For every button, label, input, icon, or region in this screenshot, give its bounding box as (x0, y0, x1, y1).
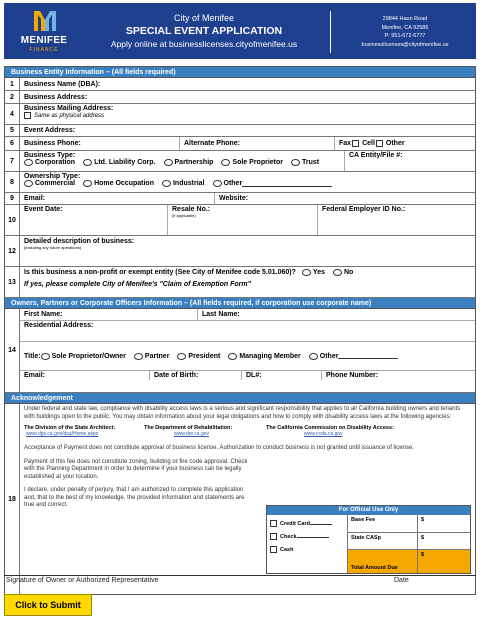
resale-field[interactable]: Resale No.: (if applicable) (168, 205, 318, 235)
opt-llc[interactable]: Ltd. Liability Corp. (79, 159, 155, 166)
signature-label: Signature of Owner or Authorized Representative (6, 577, 159, 584)
agency-dsa: The Division of the State Architect: (24, 425, 116, 431)
row-email-website: 9 Email: Website: (5, 193, 475, 205)
business-address-field[interactable]: Business Address: (24, 93, 88, 101)
header-banner (4, 3, 476, 59)
agency-dor: The Department of Rehabilitation: (144, 425, 233, 431)
business-type-label: Business Type: (24, 152, 76, 159)
owner-phone-field[interactable]: Phone Number: (326, 372, 379, 379)
dob-field[interactable]: Date of Birth: (150, 371, 242, 380)
residential-address-field[interactable]: Residential Address: (24, 322, 94, 329)
logo-subtitle: FINANCE (29, 47, 59, 53)
row-nonprofit: 13 Is this business a non-profit or exempt entity (See City of Menifee code 5.01.060)? Yes No If yes, please complete City of Menifee's "Claim of Exemption Form" (5, 267, 475, 298)
base-fee-input[interactable]: $ (421, 517, 425, 523)
signature-line (4, 575, 476, 576)
agency-dsa-link[interactable]: www.dgs.ca.gov/dsa/Home.aspx (26, 431, 99, 437)
row-description: 12 Detailed description of business: (including any future operations) (5, 236, 475, 267)
section-acknowledgement-header: Acknowledgement (5, 393, 475, 404)
header-divider (330, 11, 331, 53)
ca-entity-field[interactable]: CA Entity/File #: (349, 152, 403, 159)
pay-credit-card[interactable]: Credit Card (270, 518, 344, 531)
logo-wordmark: MENIFEE (20, 35, 68, 46)
other-phone-label: Other (385, 140, 405, 147)
row-mailing-address: 4 Business Mailing Address: Same as physical address (5, 104, 475, 125)
date-label: Date (394, 577, 409, 584)
submit-button[interactable]: Click to Submit (4, 594, 92, 616)
alternate-phone-field[interactable]: Alternate Phone: (180, 137, 335, 150)
fee-base: Base Fee $ (348, 515, 470, 532)
fein-field[interactable]: Federal Employer ID No.: (322, 206, 406, 213)
city-name: City of Menifee (173, 13, 235, 23)
apply-online-text: Apply online at businesslicenses.cityofmenifee.us (110, 39, 298, 49)
nonprofit-question: Is this business a non-profit or exempt entity (See City of Menifee code 5.01.060)? (24, 269, 296, 276)
fax-checkbox[interactable] (352, 140, 359, 147)
opt-home-occupation[interactable]: Home Occupation (79, 180, 154, 187)
ack-payment-text: Acceptance of Payment does not constitute approval of business license. Authorization to conduct business is not granted until issuance of license. (24, 445, 414, 451)
row-event-address: 5 Event Address: (5, 125, 475, 137)
nonprofit-no[interactable]: No (329, 269, 353, 276)
row-event-date: 10 Event Date: Resale No.: (if applicable) Federal Employer ID No.: (5, 205, 475, 236)
row-phone: 6 Business Phone: Alternate Phone: Fax Cell Other (5, 137, 475, 151)
opt-title-president[interactable]: President (173, 353, 220, 360)
opt-title-owner[interactable]: Sole Proprietor/Owner (41, 353, 126, 360)
owner-email-field[interactable]: Email: (20, 371, 150, 380)
total-fee-input[interactable]: $ (421, 552, 425, 558)
mailing-address-label[interactable]: Business Mailing Address: (24, 105, 114, 112)
opt-title-managing[interactable]: Managing Member (224, 353, 300, 360)
ack-disability-text: Under federal and state law, compliance with disability access laws is a serious and significant responsibility that applies to all California building owners and tenants with buildings open to the public. You may obtain information about your legal obligations and how to comply with disability access laws at the following agencies: (24, 406, 461, 420)
pay-check[interactable]: Check (270, 531, 344, 544)
page-title: SPECIAL EVENT APPLICATION (125, 25, 283, 37)
row-business-type: 7 Business Type: Corporation Ltd. Liability Corp. Partnership Sole Proprietor Trust CA Entity/File #: (5, 151, 475, 172)
opt-title-partner[interactable]: Partner (130, 353, 170, 360)
description-field[interactable]: Detailed description of business: (24, 238, 135, 245)
application-form (4, 66, 476, 595)
same-as-physical-checkbox[interactable] (24, 112, 31, 119)
row-acknowledgement: 18 Under federal and state law, compliance with disability access laws is a serious and significant responsibility that applies to all California building owners and tenants with buildings open to the public. You may obtain information about your legal obligations and how to comply with disability access laws at the following agencies: The Division of the State Architect: www.dgs.ca.gov/dsa/Home.aspx The Department of Rehabilitation: www.dor.ca.gov The California Commission on Disability Access: www.ccda.ca.gov Acceptance of Payment does not constitute approval of business license. Authorization to conduct business is not granted until issuance of license. Payment of this fee does not constitute zoning, building or fire code approval. Check with the Planning Department in order to determine if your business can be legally established at your location. I declare, under penalty of perjury, that I am authorized to complete this application and, that to the best of my knowledge, the provided information and statements are true and correct. For Official Use Only Credit Card Check Cash Base Fee $ State CASp $ Total Amount Due $ (5, 404, 475, 594)
ack-declaration-text: I declare, under penalty of perjury, that I am authorized to complete this application and, that to the best of my knowledge, the provided information and statements are true and correct. (24, 487, 245, 508)
opt-corporation[interactable]: Corporation (24, 159, 75, 166)
menifee-logo (14, 7, 74, 57)
fax-label: Fax (339, 140, 352, 147)
event-address-field[interactable]: Event Address: (24, 127, 76, 134)
exemption-note: If yes, please complete City of Menifee's "Claim of Exemption Form" (24, 281, 251, 288)
cell-checkbox[interactable] (376, 140, 383, 147)
menifee-m-icon (32, 7, 58, 33)
opt-commercial[interactable]: Commercial (24, 180, 75, 187)
dl-field[interactable]: DL#: (242, 371, 322, 380)
business-phone-field[interactable]: Business Phone: (20, 137, 180, 150)
agency-dor-link[interactable]: www.dor.ca.gov (174, 431, 210, 437)
fee-casp: State CASp $ (348, 532, 470, 549)
ack-zoning-text: Payment of this fee does not constitute zoning, building or fire code approval. Check with the Planning Department in order to determine if your business can be legally established at your location. (24, 458, 248, 480)
official-use-box (266, 505, 471, 574)
row-owners: 14 First Name: Last Name: Residential Address: Title: Sole Proprietor/Owner Partner President Managing Member Other Email: Date of Birth: DL#: Phone Number: (5, 309, 475, 393)
row-business-address: 2 Business Address: (5, 91, 475, 104)
contact-email-link[interactable]: businesslicenses@cityofmenifee.us (361, 41, 449, 48)
opt-trust[interactable]: Trust (287, 159, 319, 166)
section-business-entity-header: Business Entity Information – (All fields required) (5, 67, 475, 78)
opt-title-other[interactable]: Other (305, 353, 399, 360)
agency-ccda-link[interactable]: www.ccda.ca.gov (304, 431, 343, 437)
last-name-field[interactable]: Last Name: (202, 311, 240, 318)
website-field[interactable]: Website: (219, 195, 249, 202)
row-ownership-type: 8 Ownership Type: Commercial Home Occupation Industrial Other (5, 172, 475, 193)
opt-other-ownership[interactable]: Other (209, 180, 333, 187)
fee-total: Total Amount Due $ (348, 549, 470, 573)
title-label: Title: (24, 352, 41, 360)
pay-cash[interactable]: Cash (270, 544, 344, 557)
casp-fee-input[interactable]: $ (421, 535, 425, 541)
email-field[interactable]: Email: (20, 193, 215, 204)
section-owners-header: Owners, Partners or Corporate Officers Information – (All fields required, if corporation use corporate name) (5, 298, 475, 309)
ownership-type-label: Ownership Type: (24, 173, 81, 180)
event-date-field[interactable]: Event Date: (20, 205, 168, 235)
opt-sole-proprietor[interactable]: Sole Proprietor (217, 159, 283, 166)
contact-address: 29844 Haun Road Menifee, CA 92586 P: 951-672-6777 businesslicenses@cityofmenifee.us (340, 15, 470, 49)
opt-industrial[interactable]: Industrial (158, 180, 205, 187)
nonprofit-yes[interactable]: Yes (302, 269, 325, 276)
official-use-header: For Official Use Only (267, 506, 470, 515)
cell-label: Cell (362, 140, 375, 147)
business-name-field[interactable]: Business Name (DBA): (24, 80, 101, 88)
agency-ccda: The California Commission on Disability Access: (266, 425, 394, 431)
first-name-field[interactable]: First Name: (20, 309, 198, 320)
row-business-name: 1 Business Name (DBA): (5, 78, 475, 91)
opt-partnership[interactable]: Partnership (160, 159, 214, 166)
same-as-physical-label: Same as physical address (34, 112, 105, 119)
